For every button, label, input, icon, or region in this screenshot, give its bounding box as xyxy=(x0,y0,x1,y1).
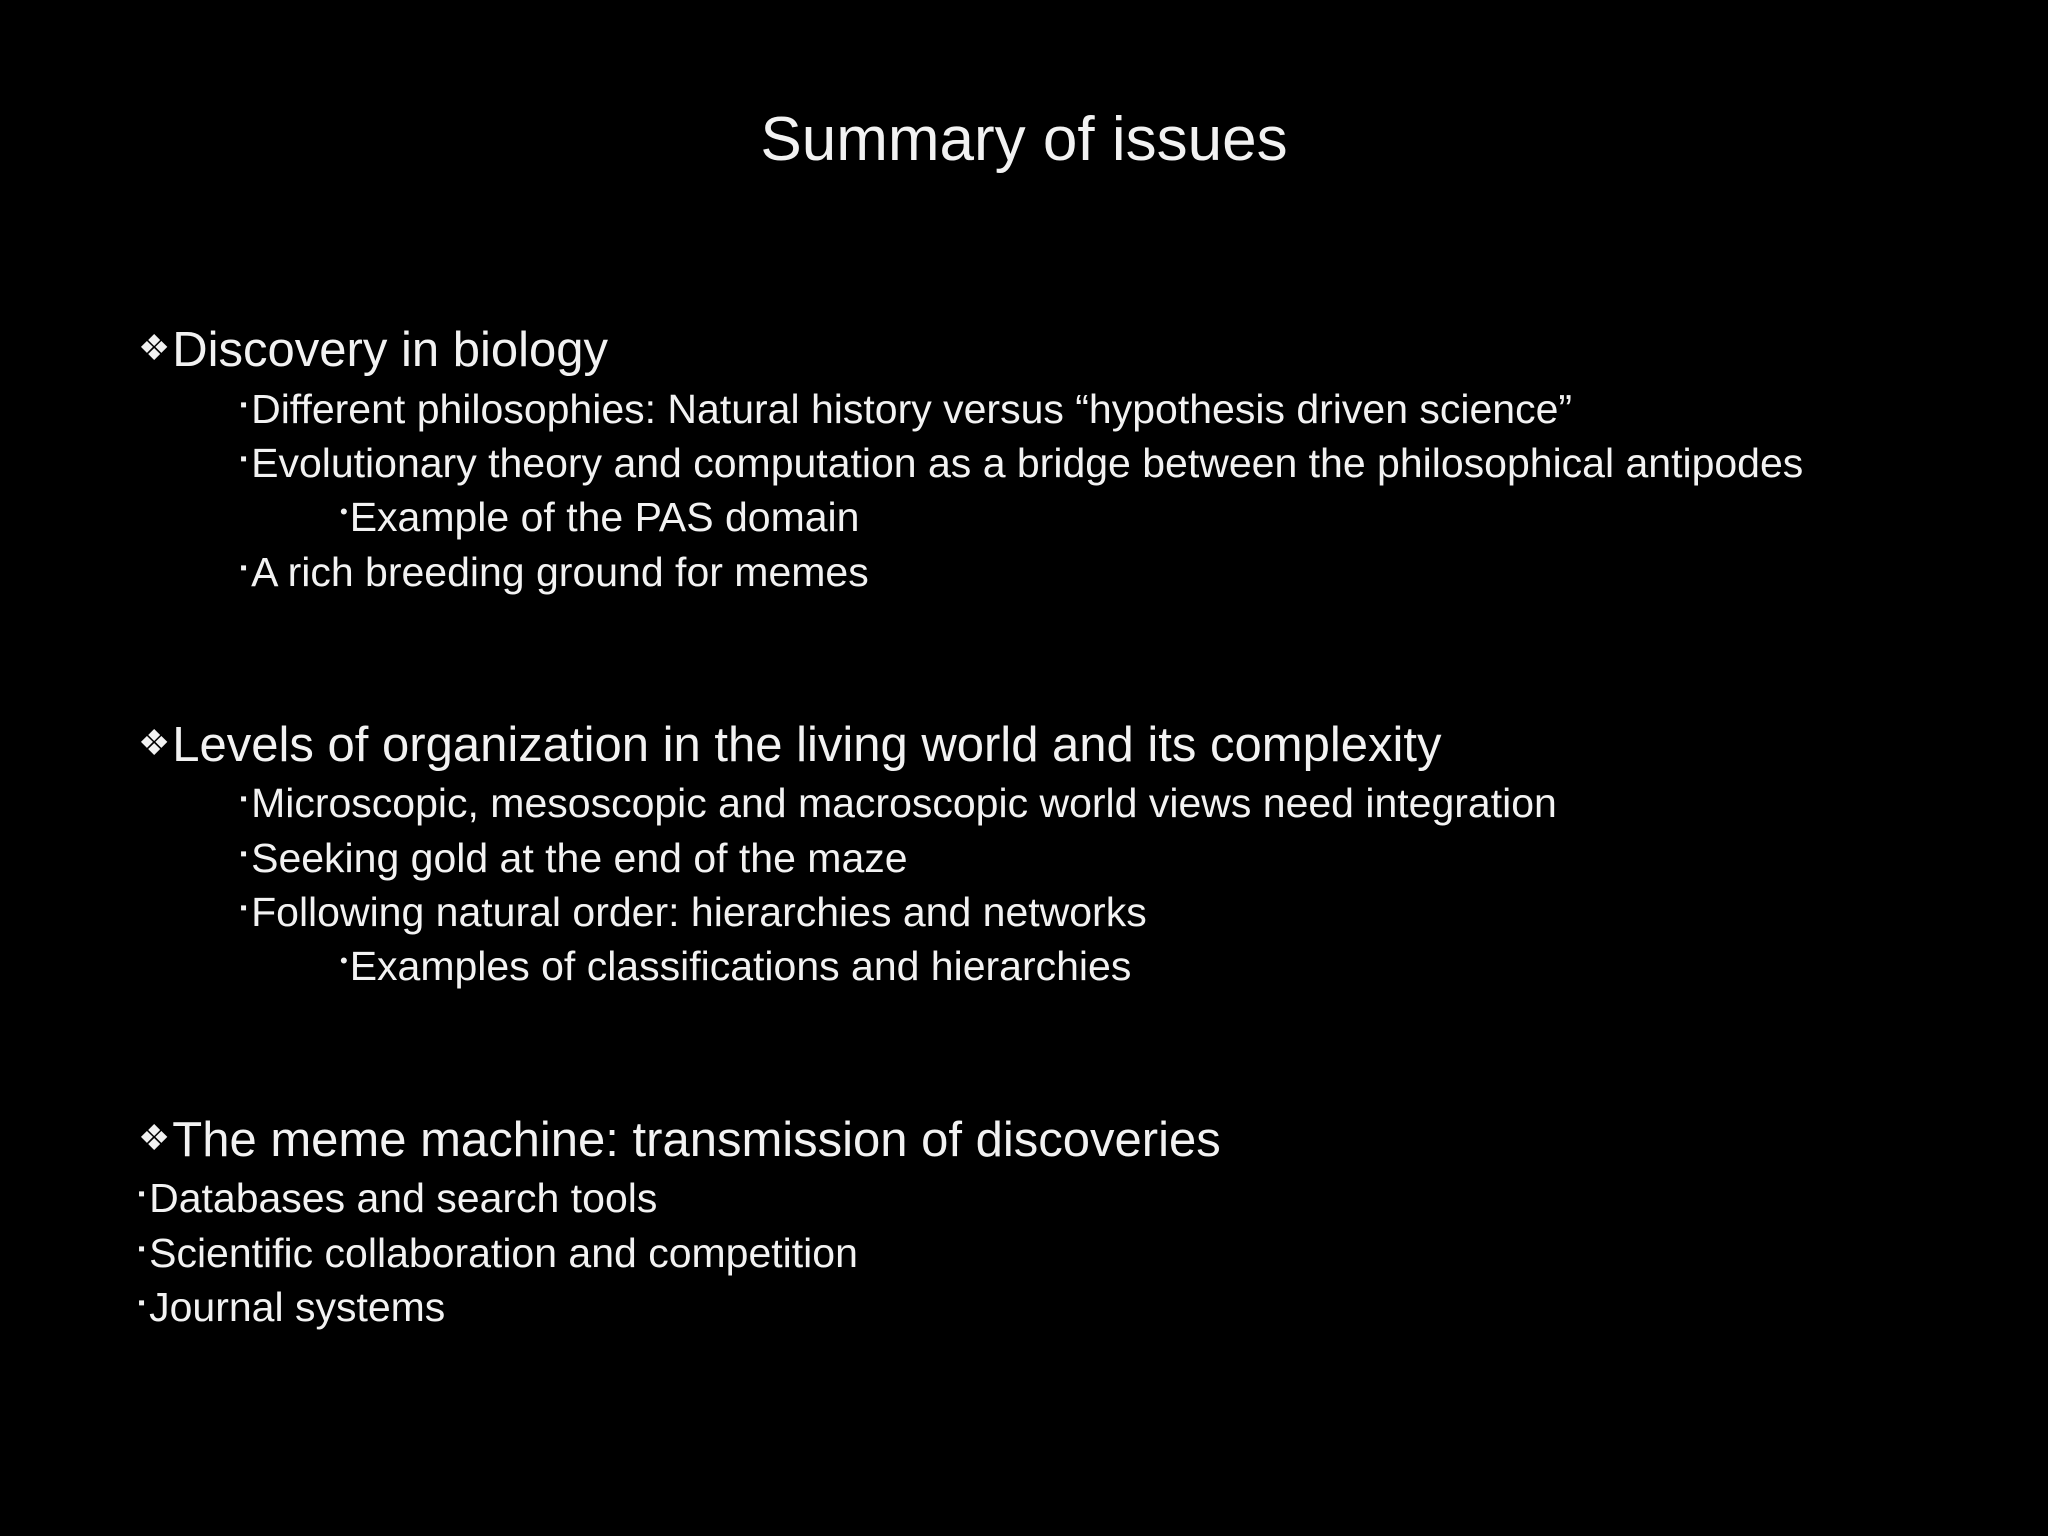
list-item-text: Examples of classifications and hierarchies xyxy=(349,943,1132,989)
list-item xyxy=(340,943,1132,989)
list-item xyxy=(240,549,869,595)
list-item xyxy=(138,1230,858,1276)
list-item xyxy=(240,889,1147,935)
section-heading-text: Levels of organization in the living world and its complexity xyxy=(172,718,1442,772)
square-bullet-icon: ▪ xyxy=(240,843,248,865)
list-item-text: Microscopic, mesoscopic and macroscopic world views need integration xyxy=(251,780,1557,826)
square-bullet-icon: ▪ xyxy=(240,394,248,416)
list-item-text: Following natural order: hierarchies and networks xyxy=(251,889,1147,935)
list-item-text: Databases and search tools xyxy=(149,1175,658,1221)
diamond-bullet-icon: ❖ xyxy=(138,1117,171,1158)
list-item-text: Seeking gold at the end of the maze xyxy=(251,835,908,881)
square-bullet-icon: ▪ xyxy=(240,557,248,579)
list-item-text: Scientific collaboration and competition xyxy=(149,1230,858,1276)
slide-title: Summary of issues xyxy=(760,105,1288,174)
list-item-text: Journal systems xyxy=(149,1284,446,1330)
square-bullet-icon: ▪ xyxy=(240,448,248,470)
list-item-text: Example of the PAS domain xyxy=(349,494,860,540)
list-item-text: A rich breeding ground for memes xyxy=(251,549,869,595)
diamond-bullet-icon: ❖ xyxy=(138,722,171,763)
list-item xyxy=(138,1284,446,1330)
section-heading-discovery xyxy=(138,323,609,377)
section-heading-levels xyxy=(138,718,1442,772)
square-bullet-icon: ▪ xyxy=(138,1238,146,1260)
square-bullet-icon: ▪ xyxy=(240,788,248,810)
list-item-text: Evolutionary theory and computation as a bridge between the philosophical antipodes xyxy=(251,440,1804,486)
section-heading-text: Discovery in biology xyxy=(172,323,609,377)
list-item xyxy=(340,494,860,540)
list-item xyxy=(240,440,1804,486)
list-item xyxy=(240,386,1573,432)
list-item xyxy=(138,1175,658,1221)
list-item xyxy=(240,780,1557,826)
square-bullet-icon: ▪ xyxy=(138,1183,146,1205)
dot-bullet-icon: • xyxy=(340,948,348,973)
dot-bullet-icon: • xyxy=(340,499,348,524)
list-item-text: Different philosophies: Natural history versus “hypothesis driven science” xyxy=(251,386,1573,432)
section-heading-meme-machine xyxy=(138,1113,1221,1167)
square-bullet-icon: ▪ xyxy=(240,897,248,919)
list-item xyxy=(240,835,908,881)
diamond-bullet-icon: ❖ xyxy=(138,327,171,368)
section-heading-text: The meme machine: transmission of discoveries xyxy=(172,1113,1221,1167)
square-bullet-icon: ▪ xyxy=(138,1292,146,1314)
